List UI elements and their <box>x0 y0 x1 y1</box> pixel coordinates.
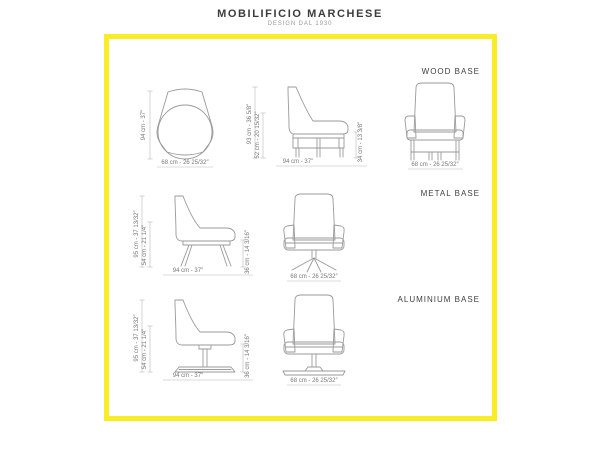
height-dimension <box>141 91 153 159</box>
section-label-metal-base: METAL BASE <box>420 189 480 198</box>
depth-dimension <box>163 268 253 275</box>
width-dimension-label: 68 cm - 26 25/32″ <box>290 274 338 280</box>
side-height-dimension <box>354 121 365 162</box>
armchair-back-outline <box>157 89 213 159</box>
depth-dimension <box>163 373 253 380</box>
seat-back-height-dimension-label: 54 cm - 21 1/4″ <box>142 328 148 370</box>
width-dimension <box>287 378 341 385</box>
seat-back-height-dimension <box>142 326 153 372</box>
side-height-dimension <box>241 333 252 378</box>
aluminium-front-view-drawing <box>262 294 367 389</box>
depth-dimension-label: 94 cm - 37″ <box>282 159 314 165</box>
side-height-dimension-label: 34 cm - 13 3/8″ <box>358 121 364 163</box>
seat-back-height-dimension <box>255 111 266 159</box>
total-height-dimension-label: 95 cm - 37 13/32″ <box>134 314 140 362</box>
side-height-dimension-label: 36 cm - 14 3/16″ <box>245 230 251 274</box>
wood-back-view-drawing <box>133 84 238 172</box>
armchair-front-outline <box>283 295 345 375</box>
metal-front-view-drawing <box>262 192 367 284</box>
width-dimension <box>408 162 463 169</box>
seat-back-height-dimension <box>142 222 153 267</box>
section-label-aluminium-base: ALUMINIUM BASE <box>397 295 480 304</box>
wood-front-view-drawing <box>383 80 488 172</box>
total-height-dimension-label: 95 cm - 37 13/32″ <box>134 210 140 258</box>
width-dimension-label: 68 cm - 26 25/32″ <box>290 378 338 384</box>
armchair-front-outline <box>284 194 344 272</box>
total-height-dimension-label: 93 cm - 36 5/8″ <box>247 103 253 145</box>
armchair-side-outline <box>175 300 235 372</box>
width-dimension-label: 68 cm - 26 25/32″ <box>161 160 209 166</box>
section-label-wood-base: WOOD BASE <box>421 67 480 76</box>
depth-dimension <box>276 159 367 166</box>
width-dimension-label: 68 cm - 26 25/32″ <box>411 162 459 168</box>
width-dimension <box>157 160 213 167</box>
width-dimension <box>287 274 341 281</box>
metal-side-view-drawing <box>133 192 258 280</box>
page-title: MOBILIFICIO MARCHESE <box>217 8 383 20</box>
page-subtitle: DESIGN DAL 1930 <box>267 21 333 27</box>
height-dimension-label: 94 cm - 37″ <box>141 109 147 141</box>
wood-side-view-drawing <box>246 82 371 170</box>
depth-dimension-label: 94 cm - 37″ <box>172 373 204 379</box>
side-height-dimension <box>241 229 252 274</box>
aluminium-side-view-drawing <box>133 296 258 384</box>
armchair-front-outline <box>405 83 465 160</box>
depth-dimension-label: 94 cm - 37″ <box>172 268 204 274</box>
seat-back-height-dimension-label: 52 cm - 20 15/32″ <box>255 111 261 159</box>
side-height-dimension-label: 36 cm - 14 3/16″ <box>245 334 251 378</box>
armchair-side-outline <box>288 87 348 157</box>
armchair-side-outline <box>175 196 235 266</box>
seat-back-height-dimension-label: 54 cm - 21 1/4″ <box>142 224 148 266</box>
